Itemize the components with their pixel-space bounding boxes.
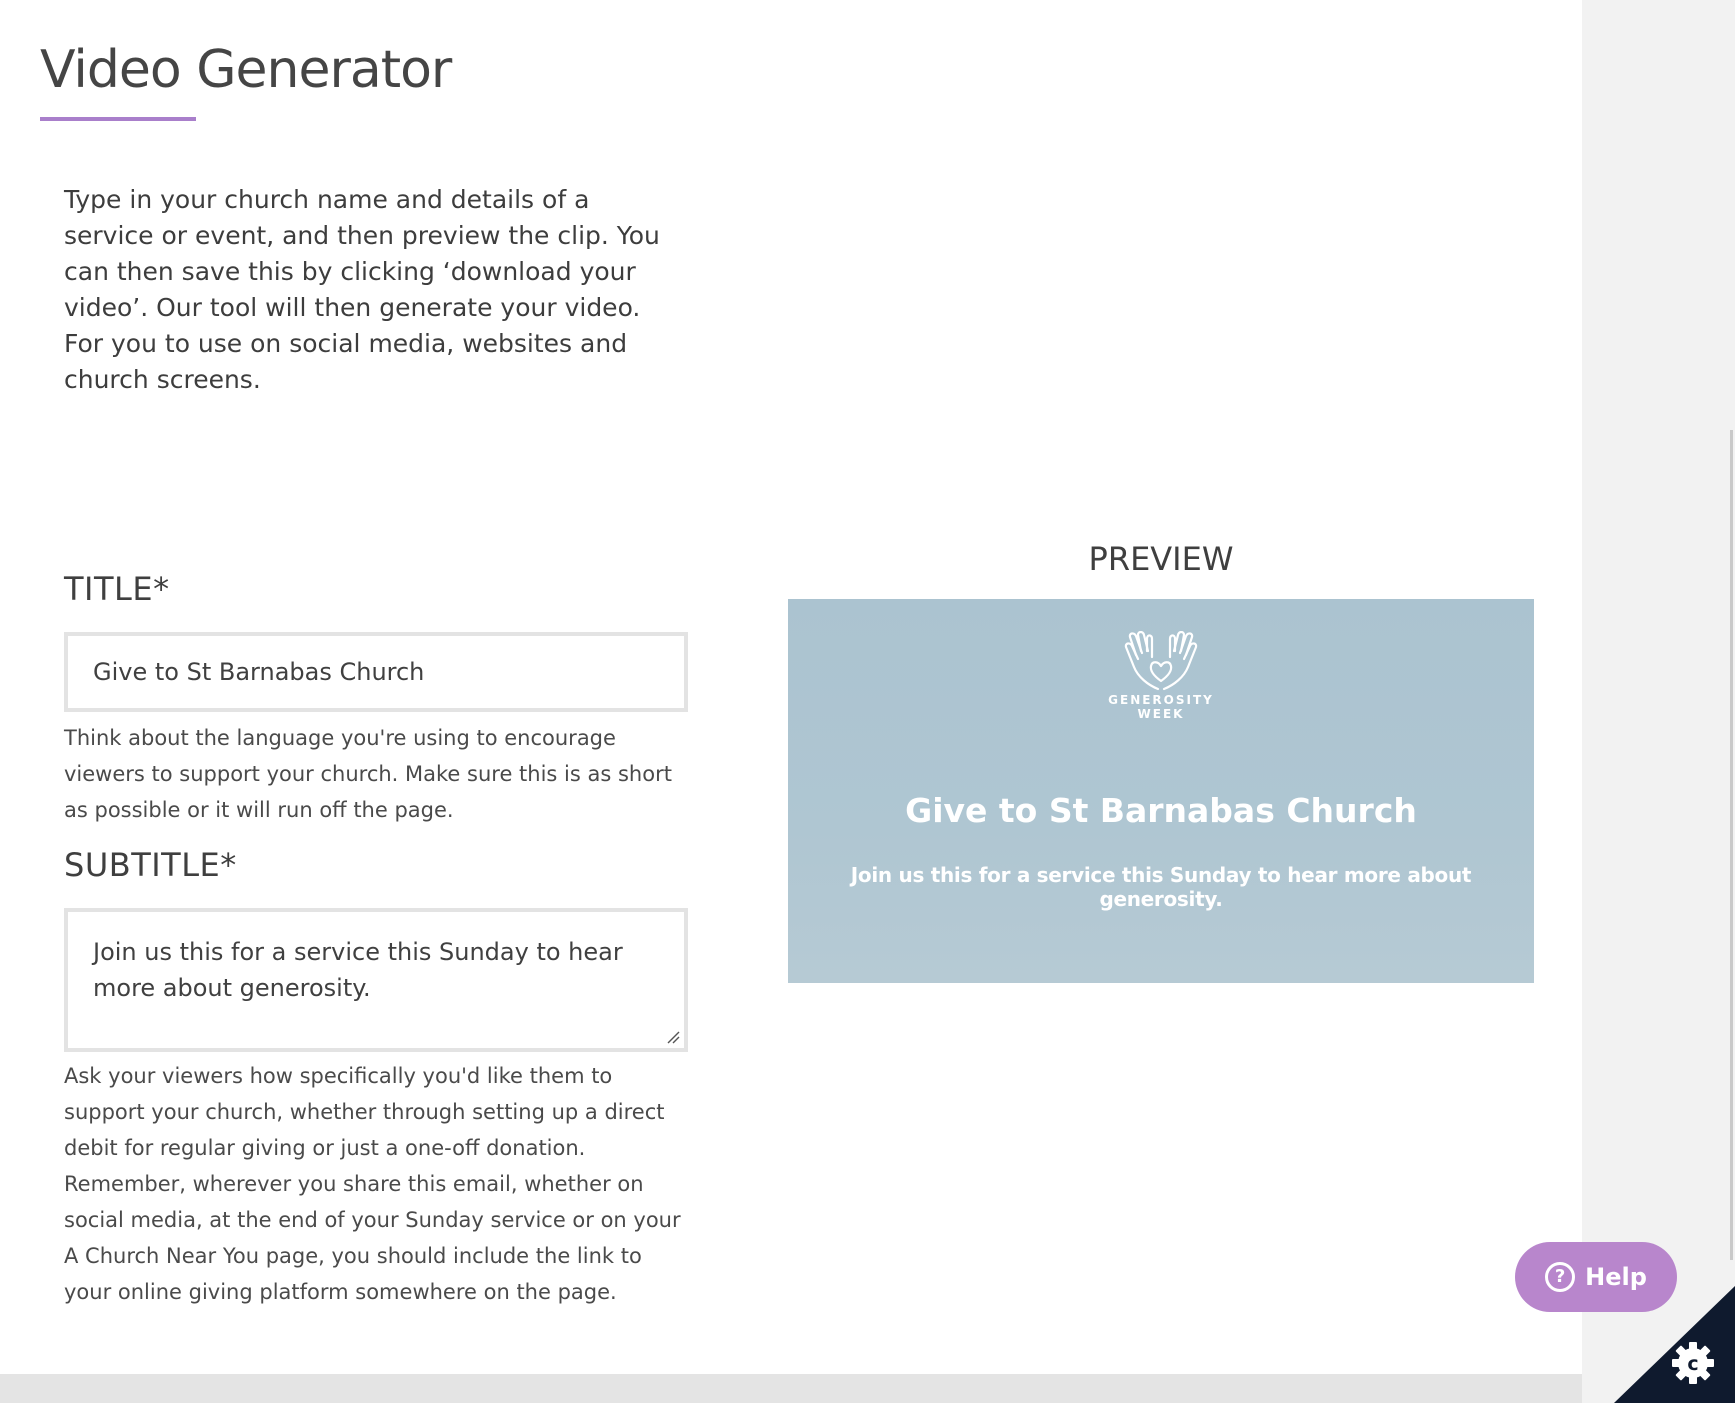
cookie-settings-button[interactable]	[1614, 1286, 1735, 1403]
intro-text: Type in your church name and details of a service or event, and then preview the clip. You can then save this by clicking ‘download your video’. Our tool will then generate your video. For you to use on social media, websites and church screens.	[64, 185, 660, 394]
bottom-bar	[0, 1374, 1582, 1403]
svg-text:c: c	[1687, 1353, 1699, 1375]
question-circle-icon: ?	[1545, 1262, 1575, 1292]
logo-line1: GENEROSITY	[1108, 693, 1214, 707]
help-label: Help	[1585, 1263, 1647, 1291]
title-underline	[40, 117, 196, 121]
hands-heart-icon	[1118, 631, 1204, 693]
scrollbar-thumb[interactable]	[1730, 430, 1733, 1260]
subtitle-hint: Ask your viewers how specifically you'd like them to support your church, whether through setting up a direct debit for regular giving or just a one-off donation. Remember, wherever you share this email, whether on social media, at the end of your Sunday service or on your A Church Near You page, you should include the link to your online giving platform somewhere on the page.	[64, 1064, 681, 1304]
video-preview	[788, 599, 1534, 983]
subtitle-value: Join us this for a service this Sunday to hear more about generosity.	[93, 938, 623, 1002]
preview-title: Give to St Barnabas Church	[905, 791, 1417, 830]
title-input[interactable]: Give to St Barnabas Church	[64, 632, 688, 712]
title-hint: Think about the language you're using to encourage viewers to support your church. Make sure this is as short as possible or it will run off the page.	[64, 726, 672, 822]
resize-handle-icon[interactable]	[666, 1030, 680, 1044]
subtitle-textarea[interactable]	[64, 908, 688, 1052]
title-label: TITLE*	[64, 570, 170, 608]
preview-subtitle: Join us this for a service this Sunday to hear more about generosity.	[850, 863, 1472, 911]
page-title: Video Generator	[40, 40, 452, 100]
cookie-gear-icon	[1672, 1342, 1714, 1384]
preview-label: PREVIEW	[1088, 540, 1234, 578]
generosity-week-logo	[1103, 631, 1219, 723]
subtitle-label: SUBTITLE*	[64, 846, 237, 884]
right-gutter	[1582, 0, 1735, 1403]
logo-line2: WEEK	[1137, 707, 1185, 721]
